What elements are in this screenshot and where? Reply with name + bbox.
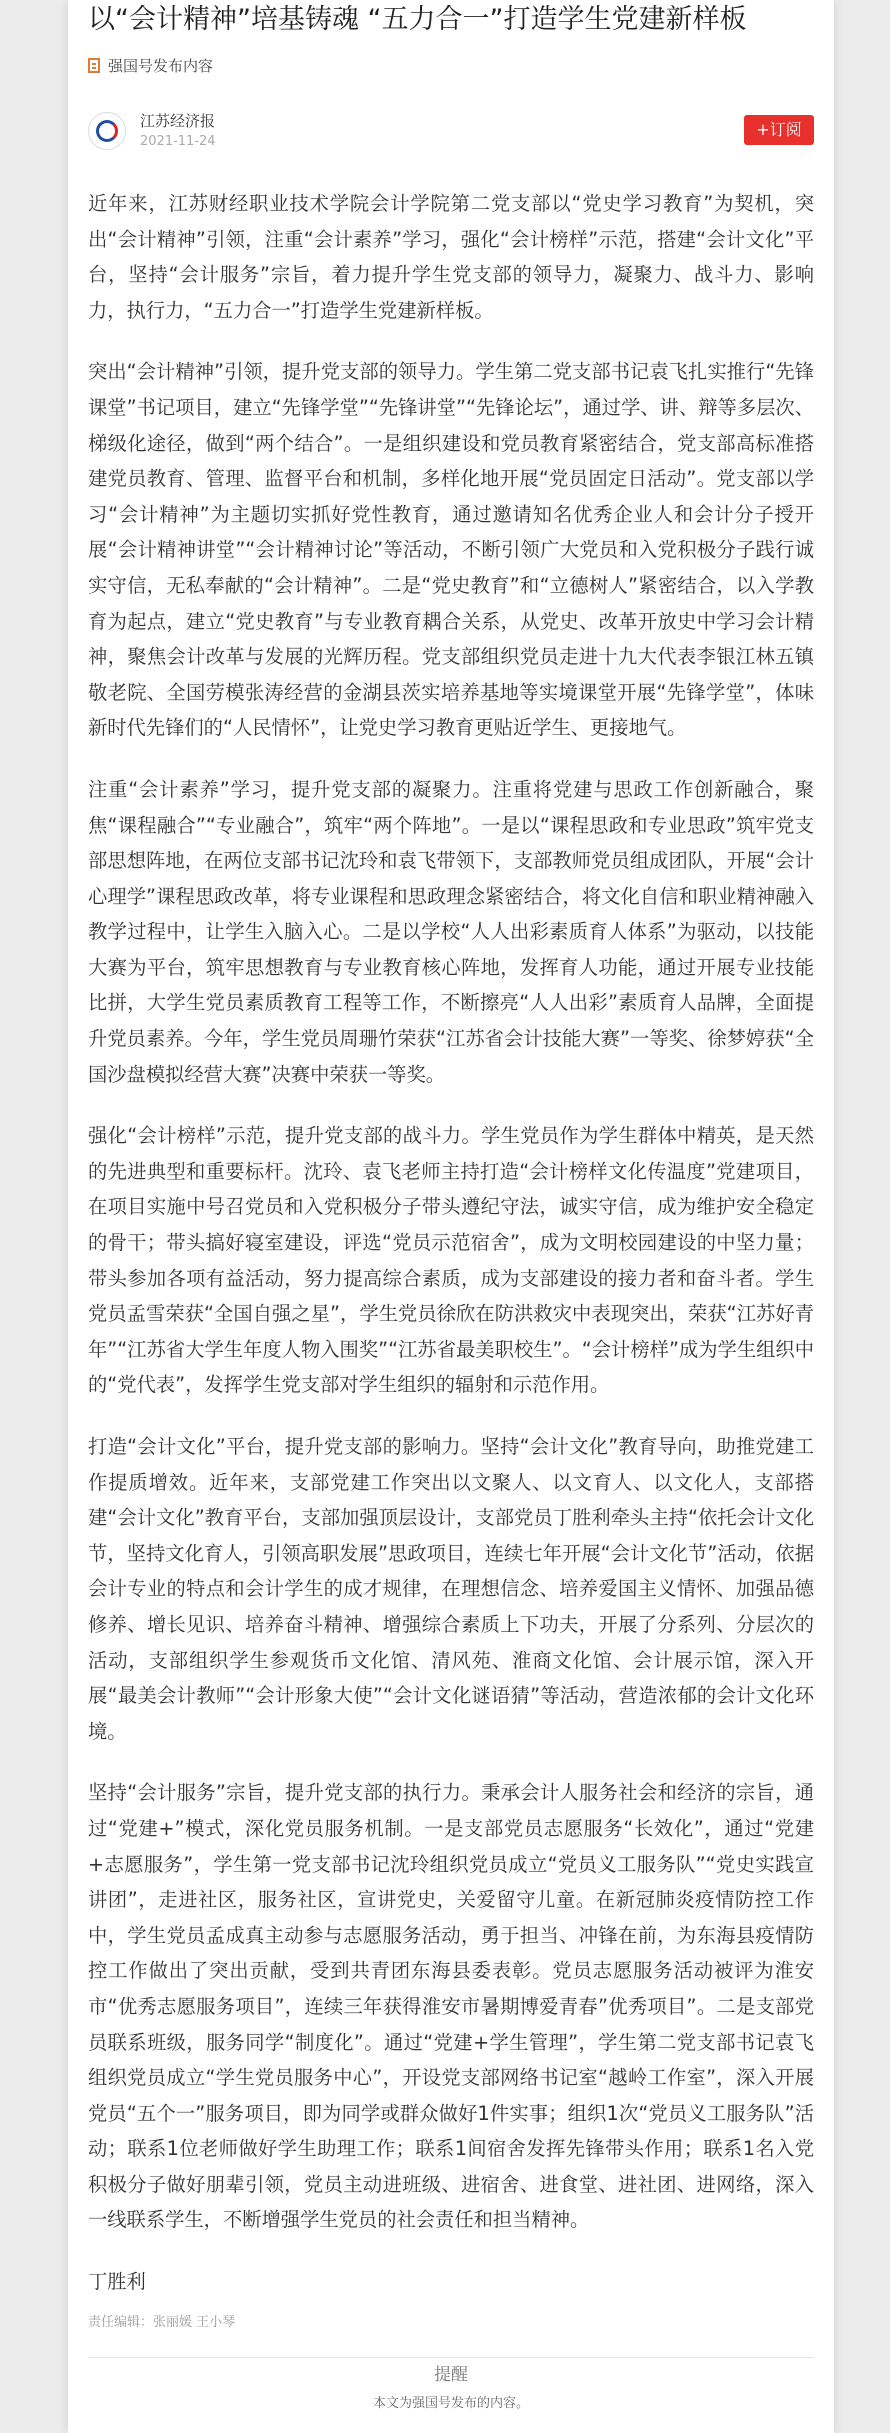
avatar[interactable] xyxy=(88,112,126,150)
document-icon xyxy=(88,58,100,73)
paragraph: 坚持“会计服务”宗旨，提升党支部的执行力。秉承会计人服务社会和经济的宗旨，通过“党建+”模式，深化党员服务机制。一是支部党员志愿服务“长效化”，通过“党建+志愿服务”，学生第一党支部书记沈玲组织党员成立“党员义工服务队”“党史实践宣讲团”，走进社区，服务社区，宣讲党史，关爱留守儿童。在新冠肺炎疫情防控工作中，学生党员孟成真主动参与志愿服务活动，勇于担当、冲锋在前，为东海县疫情防控工作做出了突出贡献，受到共青团东海县委表彰。党员志愿服务活动被评为淮安市“优秀志愿服务项目”，连续三年获得淮安市暑期博爱青春”优秀项目”。二是支部党员联系班级，服务同学“制度化”。通过“党建+学生管理”，学生第二党支部书记袁飞组织党员成立“学生党员服务中心”，开设党支部网络书记室“越岭工作室”，深入开展党员“五个一”服务项目，即为同学或群众做好1件实事；组织1次“党员义工服务队”活动；联系1位老师做好学生助理工作；联系1间宿舍发挥先锋带头作用；联系1名入党积极分子做好朋辈引领，党员主动进班级、进宿舍、进食堂、进社团、进网络，深入一线联系学生，不断增强学生党员的社会责任和担当精神。 xyxy=(88,1781,814,2232)
paragraph: 打造“会计文化”平台，提升党支部的影响力。坚持“会计文化”教育导向，助推党建工作提质增效。近年来，支部党建工作突出以文聚人、以文育人、以文化人，支部搭建“会计文化”教育平台，支部加强顶层设计，支部党员丁胜利牵头主持“依托会计文化节，坚持文化育人，引领高职发展”思政项目，连续七年开展“会计文化节”活动，依据会计专业的特点和会计学生的成才规律，在理想信念、培养爱国主义情怀、加强品德修养、增长见识、培养奋斗精神、增强综合素质上下功夫，开展了分系列、分层次的活动，支部组织学生参观货币文化馆、清风苑、淮商文化馆、会计展示馆，深入开展“最美会计教师”“会计形象大使”“会计文化谜语猜”等活动，营造浓郁的会计文化环境。 xyxy=(88,1435,814,1743)
article-page xyxy=(68,0,834,2433)
responsible-editor: 责任编辑：张丽媛 王小琴 xyxy=(88,2315,236,2330)
paragraph: 近年来，江苏财经职业技术学院会计学院第二党支部以“党史学习教育”为契机，突出“会计精神”引领，注重“会计素养”学习，强化“会计榜样”示范，搭建“会计文化”平台，坚持“会计服务”宗旨，着力提升学生党支部的领导力，凝聚力、战斗力、影响力，执行力，“五力合一”打造学生党建新样板。 xyxy=(88,192,814,322)
paragraph: 强化“会计榜样”示范，提升党支部的战斗力。学生党员作为学生群体中精英，是天然的先进典型和重要标杆。沈玲、袁飞老师主持打造“会计榜样文化传温度”党建项目，在项目实施中号召党员和入党积极分子带头遵纪守法，诚实守信，成为维护安全稳定的骨干；带头搞好寝室建设，评选“党员示范宿舍”，成为文明校园建设的中坚力量；带头参加各项有益活动，努力提高综合素质，成为支部建设的接力者和奋斗者。学生党员孟雪荣获“全国自强之星”，学生党员徐欣在防洪救灾中表现突出，荣获“江苏好青年”“江苏省大学生年度人物入围奖”“江苏省最美职校生”。“会计榜样”成为学生组织中的“党代表”，发挥学生党支部对学生组织的辐射和示范作用。 xyxy=(88,1124,814,1397)
publisher-logo-icon xyxy=(96,120,118,142)
paragraph: 注重“会计素养”学习，提升党支部的凝聚力。注重将党建与思政工作创新融合，聚焦“课程融合”“专业融合”，筑牢“两个阵地”。一是以“课程思政和专业思政”筑牢党支部思想阵地，在两位支部书记沈玲和袁飞带领下，支部教师党员组成团队，开展“会计心理学”课程思政改革，将专业课程和思政理念紧密结合，将文化自信和职业精神融入教学过程中，让学生入脑入心。二是以学校“人人出彩素质育人体系”为驱动，以技能大赛为平台，筑牢思想教育与专业教育核心阵地，发挥育人功能，通过开展专业技能比拼，大学生党员素质教育工程等工作，不断擦亮“人人出彩”素质育人品牌，全面提升党员素养。今年，学生党员周珊竹荣获“江苏省会计技能大赛”一等奖、徐梦婷获“全国沙盘模拟经营大赛”决赛中荣获一等奖。 xyxy=(88,777,814,1086)
author-signature: 丁胜利 xyxy=(88,2270,146,2294)
remind-text: 本文为强国号发布的内容。 xyxy=(372,2396,529,2411)
subscribe-button[interactable]: +订阅 xyxy=(744,115,814,145)
source-row xyxy=(88,53,213,77)
paragraph: 突出“会计精神”引领，提升党支部的领导力。学生第二党支部书记袁飞扎实推行“先锋课堂”书记项目，建立“先锋学堂”“先锋讲堂”“先锋论坛”，通过学、讲、辩等多层次、梯级化途径，做到“两个结合”。一是组织建设和党员教育紧密结合，党支部高标准搭建党员教育、管理、监督平台和机制，多样化地开展“党员固定日活动”。党支部以学习“会计精神”为主题切实抓好党性教育，通过邀请知名优秀企业人和会计分子授开展“会计精神讲堂”“会计精神讨论”等活动，不断引领广大党员和入党积极分子践行诚实守信，无私奉献的“会计精神”。二是“党史教育”和“立德树人”紧密结合，以入学教育为起点，建立“党史教育”与专业教育耦合关系，从党史、改革开放史中学习会计精神，聚焦会计改革与发展的光辉历程。党支部组织党员走进十九大代表李银江林五镇敬老院、全国劳模张涛经营的金湖县茨实培养基地等实境课堂开展“先锋学堂”，体味新时代先锋们的“人民情怀”，让党史学习教育更贴近学生、更接地气。 xyxy=(88,360,814,740)
publish-date: 2021-11-24 xyxy=(140,134,216,149)
source-label: 强国号发布内容 xyxy=(108,56,214,75)
remind-title: 提醒 xyxy=(434,2365,468,2385)
article-title: 以“会计精神”培基铸魂 “五力合一”打造学生党建新样板 xyxy=(88,4,747,35)
divider xyxy=(88,2357,814,2358)
author-name[interactable]: 江苏经济报 xyxy=(140,112,216,130)
article-body xyxy=(88,186,814,2326)
author-row xyxy=(88,108,814,154)
